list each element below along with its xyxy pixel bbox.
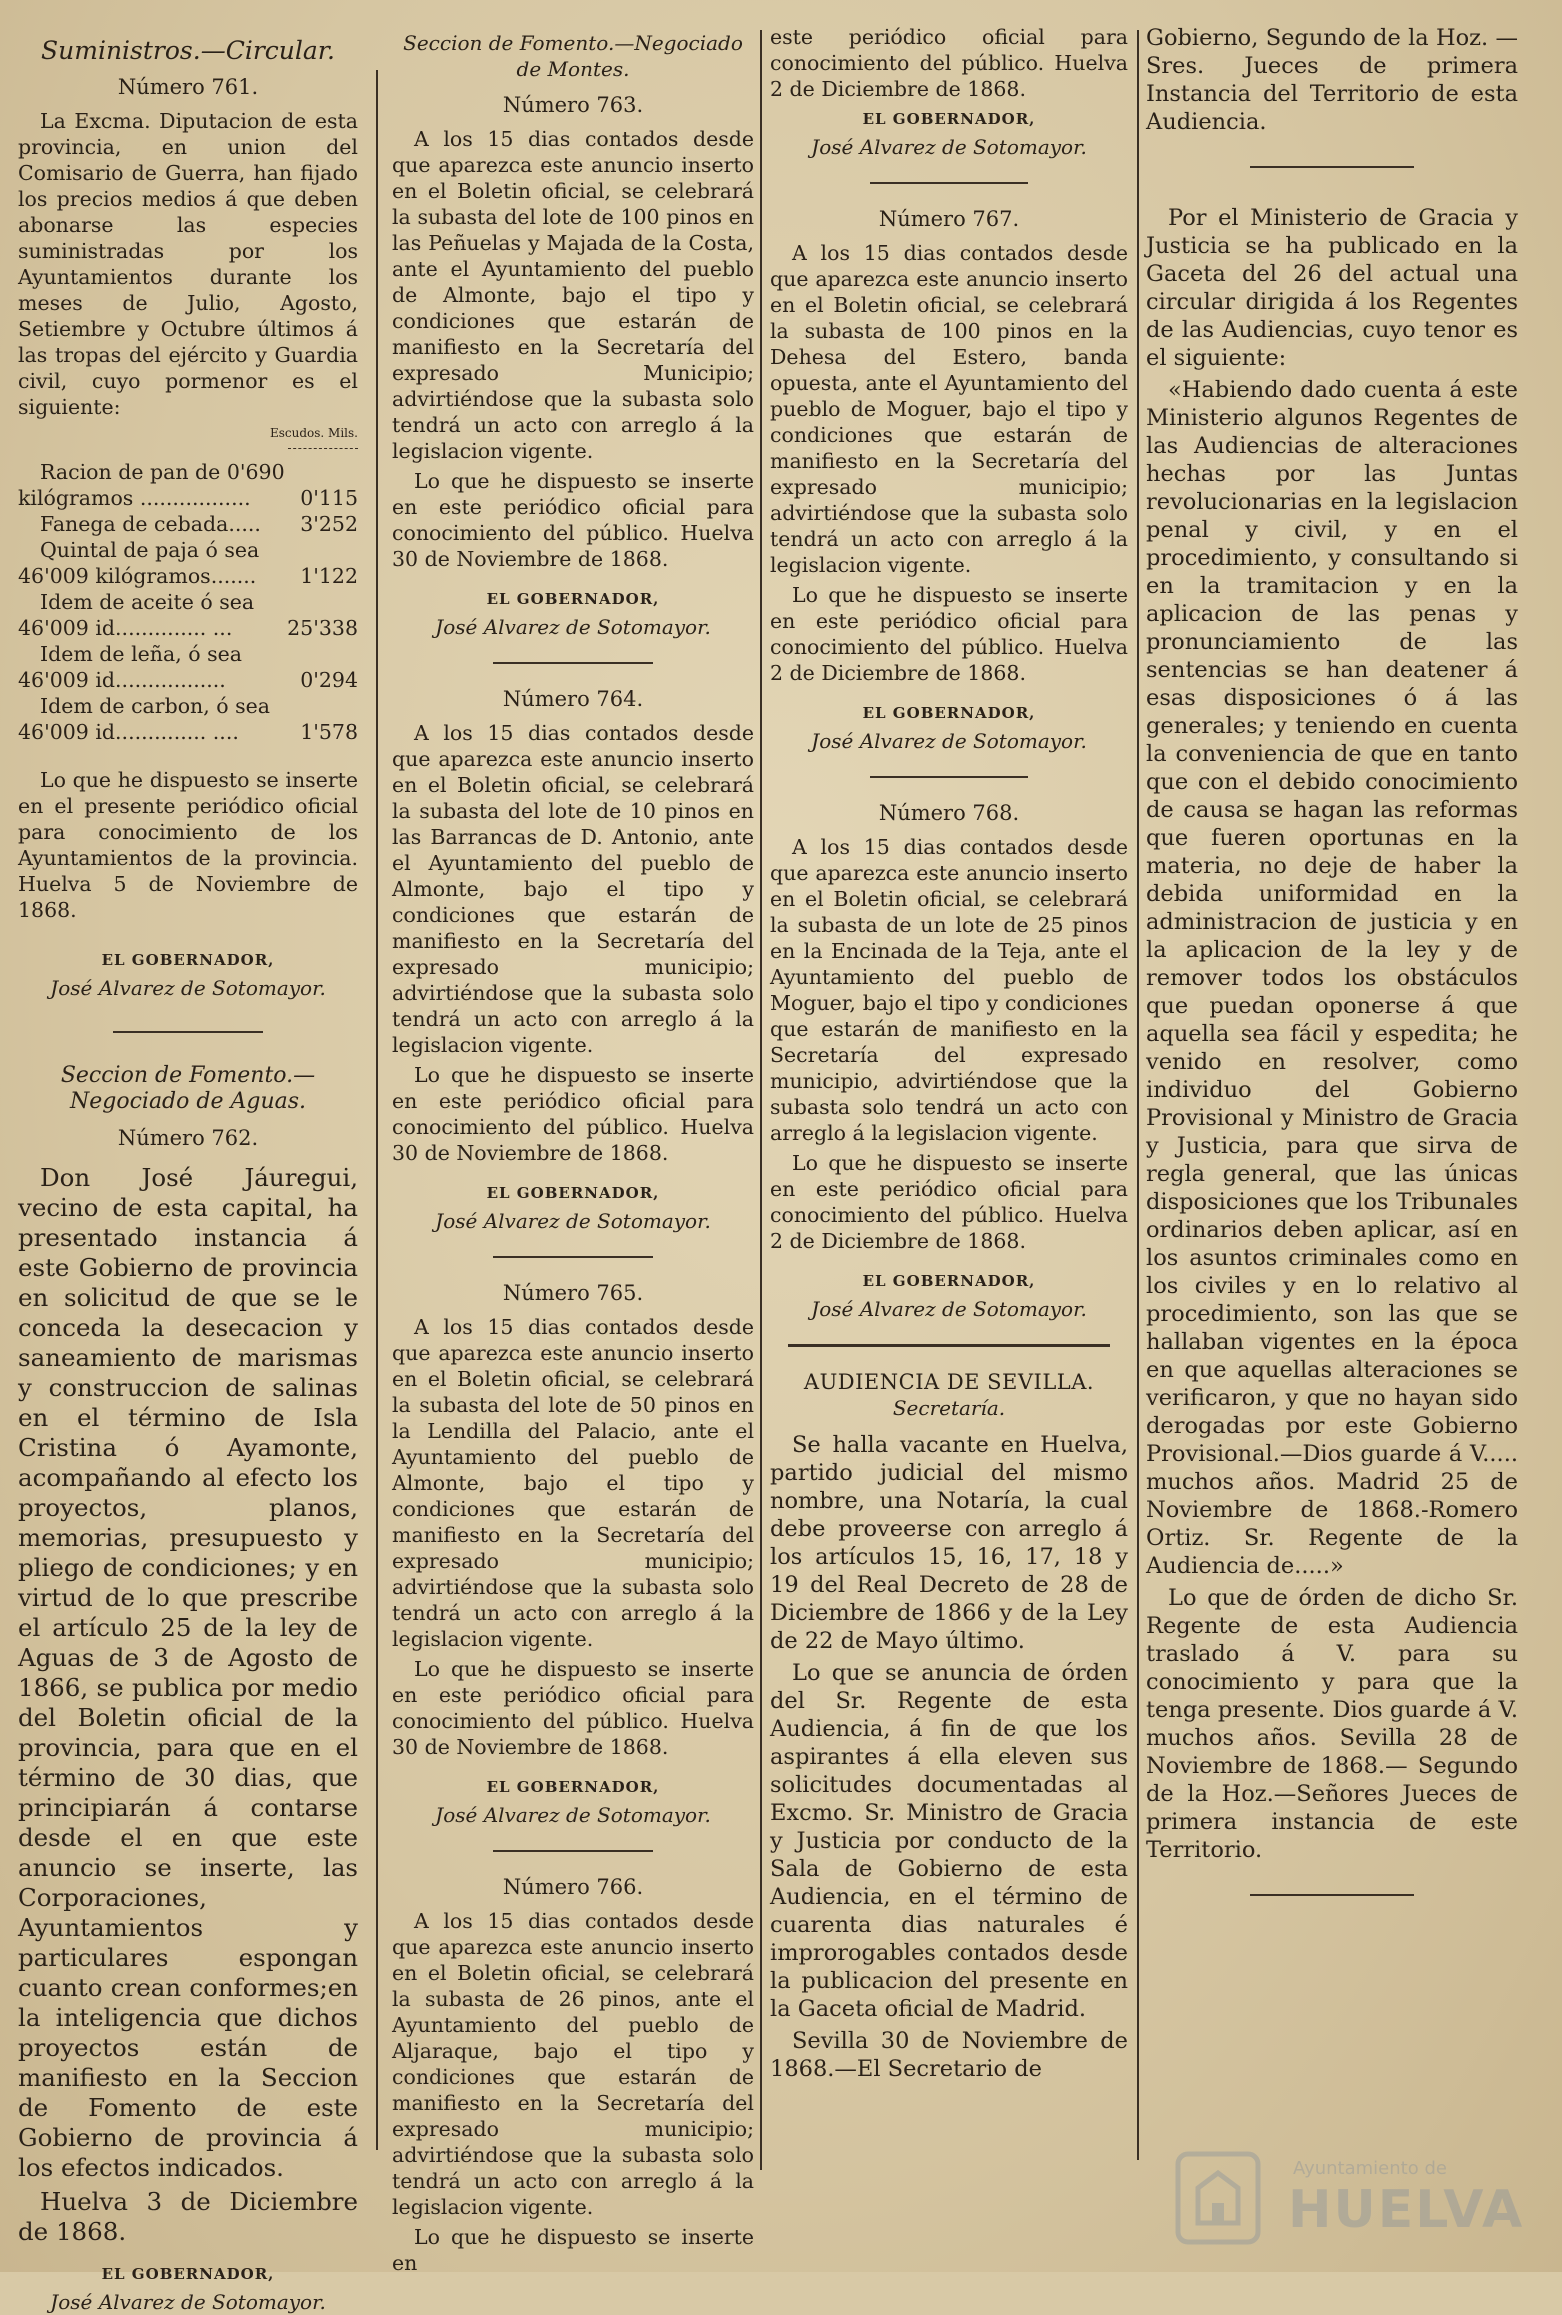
watermark-text: HUELVA bbox=[1288, 2180, 1525, 2240]
price-value: 1'578 bbox=[300, 720, 358, 744]
notice-text: Lo que se anuncia de órden del Sr. Regente de esta Audiencia, á fin de que los aspirantes á ella eleven sus solicitudes documentadas al Excmo. Sr. Ministro de Gracia y Justicia por conducto de la Sala de Gobierno de esta Audiencia, en el término de cuarenta dias naturales é improrogables contados desde la publicacion del presente en la Gaceta oficial de Madrid. bbox=[770, 1660, 1128, 2022]
column-rule bbox=[760, 30, 762, 2170]
governor-name: José Alvarez de Sotomayor. bbox=[435, 1209, 711, 1233]
notice-text: Lo que he dispuesto se inserte en el presente periódico oficial para conocimiento de los Ayuntamientos de la provincia. Huelva 5 de Noviembre de 1868. bbox=[18, 768, 358, 922]
separator bbox=[493, 662, 652, 664]
notice-text: Por el Ministerio de Gracia y Justicia se ha publicado en la Gaceta del 26 del actual una circular dirigida á los Regentes de las Audiencias, cuyo tenor es el siguiente: bbox=[1146, 205, 1518, 371]
notice-number: Número 765. bbox=[502, 1281, 644, 1305]
column-2 bbox=[392, 30, 754, 2275]
price-row bbox=[18, 459, 358, 511]
governor-title: EL GOBERNADOR, bbox=[862, 704, 1036, 722]
price-label: Idem de leña, ó sea bbox=[40, 642, 242, 666]
watermark-text: Ayuntamiento de bbox=[1293, 2158, 1447, 2179]
column-rule bbox=[1137, 30, 1139, 2160]
governor-title: EL GOBERNADOR, bbox=[486, 590, 660, 608]
notice-text: A los 15 dias contados desde que aparezca este anuncio inserto en el Boletin oficial, se celebrará la subasta de 100 pinos en la Dehesa del Estero, banda opuesta, ante el Ayuntamiento del pueblo de Moguer, bajo el tipo y condiciones que estarán de manifiesto en la Secretaría del expresado municipio; advirtiéndose que la subasta solo tendrá un acto con arreglo á la legislacion vigente. bbox=[770, 241, 1128, 577]
governor-title: EL GOBERNADOR, bbox=[862, 1272, 1036, 1290]
governor-title: EL GOBERNADOR, bbox=[101, 2265, 275, 2283]
price-table-units: Escudos. Mils. bbox=[270, 426, 358, 440]
separator bbox=[788, 1344, 1110, 1347]
price-label: Racion de pan de 0'690 bbox=[40, 460, 285, 484]
notice-number: Número 766. bbox=[502, 1875, 644, 1899]
governor-title: EL GOBERNADOR, bbox=[486, 1184, 660, 1202]
section-heading: Seccion de Fomento.—Negociado de Montes. bbox=[403, 31, 743, 81]
notice-text: La Excma. Diputacion de esta provincia, en union del Comisario de Guerra, han fijado los precios medios á que deben abonarse las especies suministradas por los Ayuntamientos durante los meses de Julio, Agosto, Setiembre y Octubre últimos á las tropas del ejército y Guardia civil, cuyo pormenor es el siguiente: bbox=[18, 109, 358, 419]
notice-text: este periódico oficial para conocimiento del público. Huelva 2 de Diciembre de 1868. bbox=[770, 25, 1128, 101]
notice-text: A los 15 dias contados desde que aparezca este anuncio inserto en el Boletin oficial, se celebrará la subasta del lote de 50 pinos en la Lendilla del Palacio, ante el Ayuntamiento del pueblo de Almonte, bajo el tipo y condiciones que estarán de manifiesto en la Secretaría del expresado municipio; advirtiéndose que la subasta solo tendrá un acto con arreglo á la legislacion vigente. bbox=[392, 1315, 754, 1651]
price-row bbox=[18, 511, 358, 537]
notice-number: Número 763. bbox=[502, 93, 644, 117]
watermark bbox=[1168, 2148, 1525, 2248]
governor-name: José Alvarez de Sotomayor. bbox=[811, 729, 1087, 753]
notice-text: Lo que de órden de dicho Sr. Regente de esta Audiencia traslado á V. para su conocimiento y para que la tenga presente. Dios guarde á V. muchos años. Sevilla 28 de Noviembre de 1868.— Segundo de la Hoz.—Señores Jueces de primera instancia de este Territorio. bbox=[1146, 1585, 1518, 1863]
notice-text: Lo que he dispuesto se inserte en este periódico oficial para conocimiento del público. Huelva 30 de Noviembre de 1868. bbox=[392, 469, 754, 571]
section-heading: AUDIENCIA DE SEVILLA. bbox=[803, 1370, 1095, 1394]
notice-text: Lo que he dispuesto se inserte en bbox=[392, 2225, 754, 2275]
separator bbox=[493, 1256, 652, 1258]
price-label: Quintal de paja ó sea bbox=[40, 538, 260, 562]
governor-name: José Alvarez de Sotomayor. bbox=[811, 1297, 1087, 1321]
notice-text: A los 15 dias contados desde que aparezca este anuncio inserto en el Boletin oficial, se celebrará la subasta del lote de 10 pinos en las Barrancas de D. Antonio, ante el Ayuntamiento del pueblo de Almonte, bajo el tipo y condiciones que estarán de manifiesto en la Secretaría del expresado municipio; advirtiéndose que la subasta solo tendrá un acto con arreglo á la legislacion vigente. bbox=[392, 721, 754, 1057]
price-label: Fanega de cebada..... bbox=[40, 512, 261, 536]
notice-text: Gobierno, Segundo de la Hoz. —Sres. Jueces de primera Instancia del Territorio de esta Audiencia. bbox=[1146, 25, 1518, 135]
column-3 bbox=[770, 24, 1128, 2232]
price-label: 46'009 id................. bbox=[18, 668, 226, 692]
governor-name: José Alvarez de Sotomayor. bbox=[50, 2290, 326, 2314]
coat-of-arms-icon bbox=[1168, 2148, 1268, 2248]
price-label: Idem de carbon, ó sea bbox=[40, 694, 271, 718]
notice-text: «Habiendo dado cuenta á este Ministerio algunos Regentes de las Audiencias de alteraciones hechas por las Juntas revolucionarias en la legislacion penal y civil, y en el procedimiento, y consultando si en la tramitacion y en la aplicacion de las penas y pronunciamiento de las sentencias se han deatener á esas disposiciones ó á las generales; y teniendo en cuenta la conveniencia de que en tanto que con el debido conocimiento de causa se hagan las reformas que fueren oportunas en la materia, no deje de haber la debida uniformidad en la administracion de justicia y en la aplicacion de la ley y de remover todos los obstáculos que puedan oponerse á que aquella sea fácil y espedita; he venido en resolver, como individuo del Gobierno Provisional y Ministro de Gracia y Justicia, para que sirva de regla general, que las únicas disposiciones que los Tribunales ordinarios deben aplicar, así en los asuntos criminales como en los civiles y en lo relativo al procedimiento, son las que se hallaban vigentes en la época en que aquellas alteraciones se verificaron, y que no hayan sido derogadas por este Gobierno Provisional.—Dios guarde á V..... muchos años. Madrid 25 de Noviembre de 1868.-Romero Ortiz. Sr. Regente de la Audiencia de.....» bbox=[1146, 377, 1518, 1579]
notice-text: Lo que he dispuesto se inserte en este periódico oficial para conocimiento del público. Huelva 2 de Diciembre de 1868. bbox=[770, 1151, 1128, 1253]
notice-text: A los 15 dias contados desde que aparezca este anuncio inserto en el Boletin oficial, se celebrará la subasta del lote de 100 pinos en las Peñuelas y Majada de la Costa, ante el Ayuntamiento del pueblo de Almonte, bajo el tipo y condiciones que estarán de manifiesto en la Secretaría del expresado Municipio; advirtiéndose que la subasta solo tendrá un acto con arreglo á la legislacion vigente. bbox=[392, 127, 754, 463]
separator bbox=[870, 182, 1028, 184]
notice-number: Número 762. bbox=[117, 1126, 259, 1150]
price-row bbox=[18, 641, 358, 693]
price-label: 46'009 kilógramos....... bbox=[18, 564, 257, 588]
column-rule bbox=[376, 70, 378, 2150]
notice-number: Número 764. bbox=[502, 687, 644, 711]
notice-text: Lo que he dispuesto se inserte en este periódico oficial para conocimiento del público. Huelva 2 de Diciembre de 1868. bbox=[770, 583, 1128, 685]
governor-title: EL GOBERNADOR, bbox=[101, 951, 275, 969]
price-value: 0'294 bbox=[300, 668, 358, 692]
separator bbox=[113, 1031, 263, 1033]
notice-text: Don José Jáuregui, vecino de esta capital, ha presentado instancia á este Gobierno de provincia en solicitud de que se le conceda la desecacion y saneamiento de marismas y construccion de salinas en el término de Isla Cristina ó Ayamonte, acompañando al efecto los proyectos, planos, memorias, presupuesto y pliego de condiciones; y en virtud de lo que prescribe el artículo 25 de la ley de Aguas de 3 de Agosto de 1866, se publica por medio del Boletin oficial de la provincia, para que en el término de 30 dias, que principiarán á contarse desde el en que este anuncio se inserte, las Corporaciones, Ayuntamientos y particulares espongan cuanto crean conformes;en la inteligencia que dichos proyectos están de manifiesto en la Seccion de Fomento de este Gobierno de provincia á los efectos indicados. bbox=[18, 1163, 358, 2182]
separator bbox=[1250, 1894, 1414, 1896]
separator bbox=[870, 776, 1028, 778]
column-4 bbox=[1146, 24, 1518, 2232]
notice-text: A los 15 dias contados desde que aparezca este anuncio inserto en el Boletin oficial, se celebrará la subasta de un lote de 25 pinos en la Encinada de la Teja, ante el Ayuntamiento del pueblo de Moguer, bajo el tipo y condiciones que estarán de manifiesto en la Secretaría del expresado municipio, advirtiéndose que la subasta solo tendrá un acto con arreglo á la legislacion vigente. bbox=[770, 835, 1128, 1145]
governor-name: José Alvarez de Sotomayor. bbox=[50, 976, 326, 1000]
price-row bbox=[18, 589, 358, 641]
separator bbox=[493, 1850, 652, 1852]
governor-name: José Alvarez de Sotomayor. bbox=[811, 135, 1087, 159]
section-heading: Seccion de Fomento.—Negociado de Aguas. bbox=[60, 1063, 316, 1114]
price-label: 46'009 id.............. ... bbox=[18, 616, 233, 640]
notice-number: Número 768. bbox=[878, 801, 1020, 825]
governor-title: EL GOBERNADOR, bbox=[486, 1778, 660, 1796]
price-row bbox=[18, 693, 358, 745]
price-value: 1'122 bbox=[300, 564, 358, 588]
notice-text: Se halla vacante en Huelva, partido judicial del mismo nombre, una Notaría, la cual debe proveerse con arreglo á los artículos 15, 16, 17, 18 y 19 del Real Decreto de 28 de Diciembre de 1866 y de la Ley de 22 de Mayo último. bbox=[770, 1432, 1128, 1654]
price-label: Idem de aceite ó sea bbox=[40, 590, 255, 614]
price-label: 46'009 id.............. .... bbox=[18, 720, 239, 744]
notice-text: Huelva 3 de Diciembre de 1868. bbox=[18, 2187, 358, 2246]
notice-text: A los 15 dias contados desde que aparezca este anuncio inserto en el Boletin oficial, se celebrará la subasta de 26 pinos, ante el Ayuntamiento del pueblo de Aljaraque, bajo el tipo y condiciones que estarán de manifiesto en la Secretaría del expresado municipio; advirtiéndose que la subasta solo tendrá un acto con arreglo á la legislacion vigente. bbox=[392, 1909, 754, 2219]
governor-title: EL GOBERNADOR, bbox=[862, 110, 1036, 128]
price-label: kilógramos ................. bbox=[18, 486, 251, 510]
notice-number: Número 761. bbox=[117, 75, 259, 99]
price-row bbox=[18, 537, 358, 589]
price-table bbox=[18, 459, 358, 745]
section-heading: Suministros.—Circular. bbox=[41, 36, 335, 65]
section-subheading: Secretaría. bbox=[892, 1396, 1006, 1420]
table-rule bbox=[288, 448, 358, 449]
price-value: 0'115 bbox=[300, 486, 358, 510]
governor-name: José Alvarez de Sotomayor. bbox=[435, 615, 711, 639]
notice-number: Número 767. bbox=[878, 207, 1020, 231]
column-1 bbox=[18, 30, 358, 2314]
separator bbox=[1250, 166, 1414, 168]
notice-text: Lo que he dispuesto se inserte en este periódico oficial para conocimiento del público. Huelva 30 de Noviembre de 1868. bbox=[392, 1657, 754, 1759]
notice-text: Lo que he dispuesto se inserte en este periódico oficial para conocimiento del público. Huelva 30 de Noviembre de 1868. bbox=[392, 1063, 754, 1165]
governor-name: José Alvarez de Sotomayor. bbox=[435, 1803, 711, 1827]
price-value: 25'338 bbox=[287, 616, 358, 640]
price-value: 3'252 bbox=[300, 512, 358, 536]
notice-text: Sevilla 30 de Noviembre de 1868.—El Secretario de bbox=[770, 2028, 1128, 2082]
